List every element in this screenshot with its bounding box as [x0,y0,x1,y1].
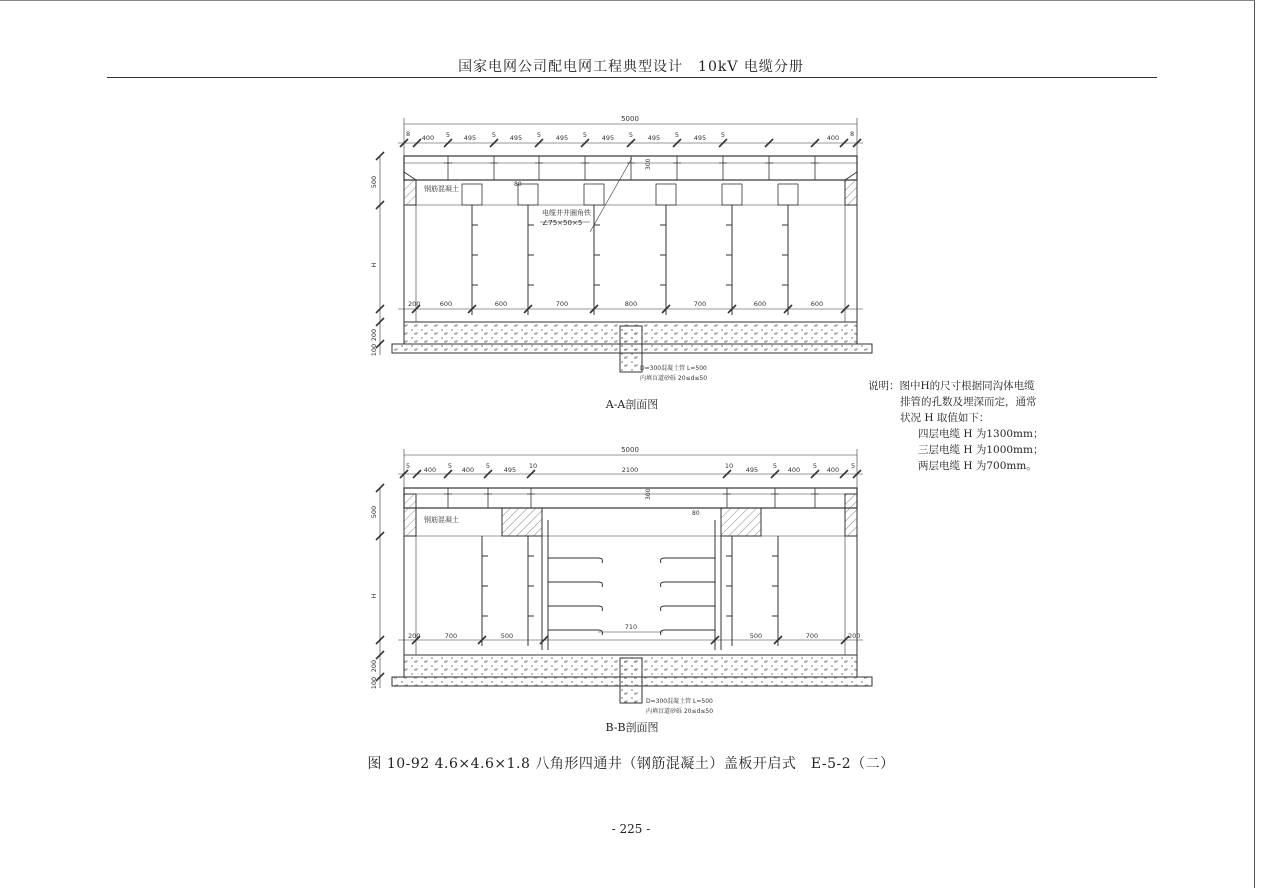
aa-dim-bottom: 600 [753,300,767,308]
figure-caption: 图 10-92 4.6×4.6×1.8 八角形四通井（钢筋混凝土）盖板开启式 E-5-2（二） [367,756,895,772]
bb-dim-left: 500 [370,505,378,519]
bb-dim-bottom: 200 [408,632,421,640]
aa-dim-bottom: 600 [439,300,453,308]
aa-dim-bottom: 200 [408,300,421,308]
bb-dim-left: 100 [370,676,378,690]
aa-label-concrete: 钢筋混凝土 [424,185,459,193]
bb-dim-top: 5 [812,462,818,470]
aa-dim-top: 5 [720,131,726,139]
aa-label-angle-size: ∠75×50×5 [542,219,583,227]
aa-dim-left: H [370,262,378,268]
aa-label-angle: 电缆井井圈角铁 [542,209,591,217]
aa-dim-top: 495 [509,134,523,142]
page-header: 国家电网公司配电网工程典型设计 10kV 电缆分册 [458,59,804,75]
aa-dim-bottom: 800 [624,300,638,308]
bb-dim-top: 495 [503,466,517,474]
aa-dim-top: 5 [536,131,542,139]
aa-dim-total: 5000 [621,115,639,123]
aa-dim-top: 8 [406,130,411,138]
section-bb-title: B-B剖面图 [605,721,659,734]
aa-pipe-note: D=300混凝土管 L=500 [640,365,707,372]
aa-dim-top: 495 [647,134,661,142]
bb-dim-top: 400 [826,466,840,474]
note-line: 排管的孔数及埋深而定，通常 [900,396,1037,408]
aa-dim-bottom: 600 [810,300,824,308]
bb-dim-top: 5 [447,462,453,470]
bb-dim-left: 200 [370,659,378,673]
bb-pipe-note: 内填盲道砂砾 20≤d≤50 [646,708,714,715]
bb-dim-offset: 80 [692,510,700,517]
page-number: - 225 - [611,822,651,836]
aa-dim-bottom: 700 [693,300,707,308]
aa-dim-left: 200 [370,328,378,342]
note-line: 说明：图中H的尺寸根据同沟体电缆 [868,380,1035,392]
aa-dim-bottom: 700 [555,300,569,308]
bb-dim-top: 400 [787,466,801,474]
aa-pipe-note: 内填盲道砂砾 20≤d≤50 [640,375,708,382]
bb-dim-bottom: 700 [444,632,458,640]
section-aa-drawing [376,118,872,372]
bb-dim-bottom: 500 [500,632,514,640]
aa-dim-top: 5 [628,131,634,139]
bb-dim-top: 5 [851,462,856,470]
bb-dim-top: 5 [485,462,491,470]
aa-dim-top: 5 [582,131,588,139]
aa-dim-top: 8 [850,130,855,138]
bb-dim-top: 400 [461,466,475,474]
bb-dim-cover: 300 [645,488,652,500]
section-aa-labels [370,115,854,411]
aa-dim-offset: 80 [514,181,522,188]
aa-dim-top: 5 [491,131,497,139]
aa-dim-cover: 300 [645,158,652,170]
aa-dim-bottom: 600 [494,300,508,308]
bb-dim-total: 5000 [621,446,639,454]
note-line: 两层电缆 H 为700mm。 [918,460,1037,472]
note-line: 状况 H 取值如下： [900,412,990,424]
aa-dim-top: 400 [421,134,435,142]
design-note [868,378,1043,474]
aa-dim-top: 5 [445,131,451,139]
bb-dim-top: 10 [724,462,734,470]
bb-dim-bottom: 500 [749,632,763,640]
note-line: 三层电缆 H 为1000mm； [918,444,1044,456]
aa-dim-top: 495 [693,134,707,142]
note-line: 四层电缆 H 为1300mm； [918,428,1044,440]
bb-dim-top: 495 [745,466,759,474]
bb-dim-bottom: 710 [624,623,638,631]
bb-label-concrete: 钢筋混凝土 [424,516,459,524]
bb-dim-top: 400 [423,466,437,474]
aa-dim-top: 5 [674,131,680,139]
aa-dim-top: 495 [555,134,569,142]
bb-dim-bottom: 200 [848,632,861,640]
aa-dim-left: 100 [370,343,378,357]
aa-dim-top: 495 [601,134,615,142]
section-aa-title: A-A剖面图 [605,398,659,411]
section-bb-labels [370,446,860,734]
bb-dim-top: 5 [406,462,411,470]
aa-dim-left: 500 [370,175,378,189]
bb-dim-top: 10 [528,462,538,470]
bb-dim-left: H [370,593,378,599]
aa-dim-top: 400 [826,134,840,142]
aa-dim-top: 495 [463,134,477,142]
bb-dim-top: 2100 [621,466,639,474]
bb-pipe-note: D=300混凝土管 L=500 [646,698,713,705]
bb-dim-bottom: 700 [805,632,819,640]
bb-dim-top: 5 [772,462,778,470]
section-bb-drawing [376,449,872,703]
